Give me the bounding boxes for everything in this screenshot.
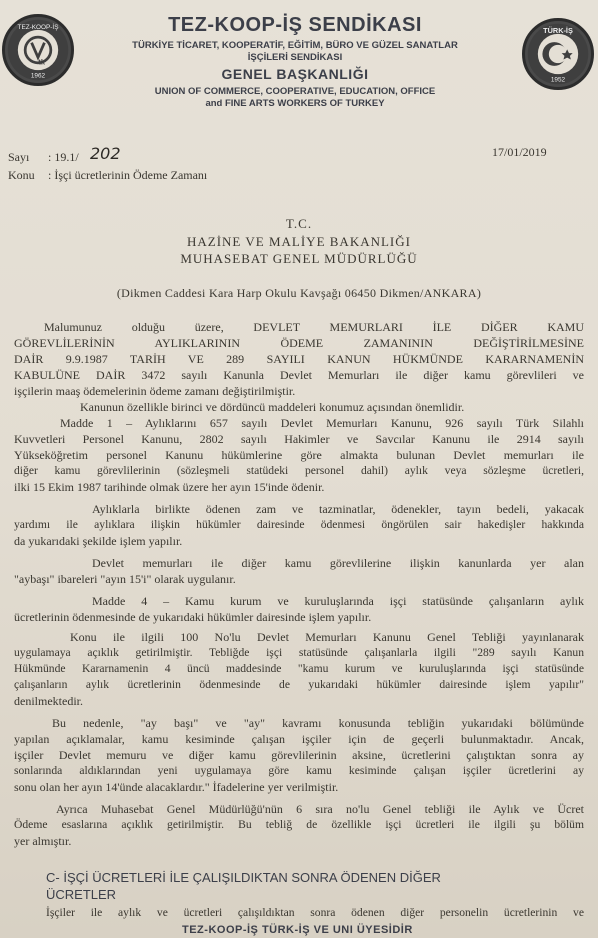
konu-label: Konu <box>8 168 35 182</box>
body-line: Ödeme esaslarına açıklık getirilmiştir. Bu tebliğ de özellikle işçi ücretleri ile ilgili şu bölüm <box>14 818 584 831</box>
body-line: yapılan açıklamalar, kamu kesiminde çalışan işçiler için de geçerli bulunmaktadır. Ancak, <box>14 732 584 746</box>
body-line: yardımı ile aylıklara ilişkin hükümler dairesinde ödenmesi öngörülen sair hakedişler hakkında <box>14 518 584 531</box>
body-line: ücretlerinin ödenmesinde de yukarıdaki hükümler dairesinde işlem yapılır. <box>14 610 372 624</box>
body-line: Kuvvetleri Personel Kanunu, 2802 sayılı Hakimler ve Savcılar Kanunu ile 2914 sayılı <box>14 432 584 446</box>
body-line: denilmektedir. <box>14 694 83 708</box>
turk-is-logo <box>522 18 594 90</box>
union-subtitle-line2: İŞÇİLERİ SENDİKASI <box>247 52 343 63</box>
letter-date: 17/01/2019 <box>492 145 547 159</box>
body-line: uygulamaya açıklık getirilmiştir. Tebliğde işçi statüsünde çalışanlarla ilgili "289 sayılı Kanun <box>14 646 584 659</box>
sayi-handwritten-number: 202 <box>90 144 121 163</box>
section-title-line1: C- İŞÇİ ÜCRETLERİ İLE ÇALIŞILDIKTAN SONRA ÖDENEN DİĞER <box>46 870 441 885</box>
english-name-line2: and FINE ARTS WORKERS OF TURKEY <box>205 98 385 109</box>
left-logo-mark: tk <box>38 57 45 67</box>
body-line: Devlet memurları ile diğer kamu görevlilerine ilişkin kanunlarda yer alan <box>92 556 584 570</box>
recipient-directorate: MUHASEBAT GENEL MÜDÜRLÜĞÜ <box>180 251 418 266</box>
body-line: Yükseköğretim personel Kanunu hükümlerine göre almakta bulunan Devlet memurları ile <box>14 448 584 462</box>
body-line: yer almıştır. <box>14 834 72 848</box>
konu-value: : İşçi ücretlerinin Ödeme Zamanı <box>48 168 208 182</box>
body-line: "aybaşı" ibareleri "ayın 15'i" olarak uygulanır. <box>14 572 236 586</box>
body-line: Ayrıca Muhasebat Genel Müdürlüğü'nün 6 sıra no'lu Genel tebliği ile Aylık ve Ücret <box>56 802 584 816</box>
recipient-address: (Dikmen Caddesi Kara Harp Okulu Kavşağı 06450 Dikmen/ANKARA) <box>116 286 482 300</box>
body-line: ilki 15 Ekim 1987 tarihinde olmak üzere her ayın 15'inde ödenir. <box>14 480 325 494</box>
body-line: KABULÜNE DAİR 3472 sayılı Kanunla Devlet Memurları ile diğer kamu görevlileri ve <box>14 368 584 382</box>
body-line: GÖREVLİLERİNİN AYLIKLARININ ÖDEME ZAMANININ DEĞİŞTİRİLMESİNE <box>14 336 584 350</box>
tez-koop-is-logo <box>2 14 74 86</box>
body-line: Konu ile ilgili 100 No'lu Devlet Memurları Kanunu Genel Tebliği yayınlanarak <box>70 630 584 644</box>
body-line: da yukarıdaki şekilde işlem yapılır. <box>14 534 183 548</box>
section-title-line2: ÜCRETLER <box>46 887 117 902</box>
body-line: Malumunuz olduğu üzere, DEVLET MEMURLARI İLE DİĞER KAMU <box>44 320 584 334</box>
body-line: sonu olan her ayın 14'ünde alacaklardır." İfadelerine yer verilmiştir. <box>14 780 339 794</box>
left-logo-year: 1962 <box>30 72 46 80</box>
english-name-line1: UNION OF COMMERCE, COOPERATIVE, EDUCATION, OFFICE <box>154 86 436 97</box>
section-first-line: İşçiler ile aylık ve ücretleri çalışıldıktan sonra ödenen diğer personelin ücretlerinin ve <box>46 906 584 919</box>
general-office: GENEL BAŞKANLIĞI <box>221 66 369 82</box>
sayi-value: : 19.1/ <box>48 150 79 164</box>
left-logo-text: TEZ-KOOP-İŞ <box>17 23 59 31</box>
body-line: çalışanların aylık ücretlerinin ödenmesinde de yukarıdaki hükümler dairesinde işlem yapılır" <box>14 678 584 691</box>
body-line: DAİR 9.9.1987 TARİH VE 289 SAYILI KANUN HÜKMÜNDE KARARNAMENİN <box>14 352 584 366</box>
right-logo-text: TÜRK-İŞ <box>543 25 573 35</box>
union-subtitle-line1: TÜRKİYE TİCARET, KOOPERATİF, EĞİTİM, BÜRO VE GÜZEL SANATLAR <box>132 40 458 51</box>
body-line: işçilerin maaş ödemelerinin ödeme zamanı değiştirilmiştir. <box>14 384 296 398</box>
footer-membership: TEZ-KOOP-İŞ TÜRK-İŞ VE UNI ÜYESİDİR <box>182 924 413 936</box>
body-line: Aylıklarla birlikte ödenen zam ve tazminatlar, ödenekler, tayın bedeli, yakacak <box>92 502 584 516</box>
body-line: Madde 4 – Kamu kurum ve kuruluşlarında işçi statüsünde çalışanların aylık <box>92 594 584 608</box>
right-logo-year: 1952 <box>550 76 566 84</box>
sayi-label: Sayı <box>8 150 30 164</box>
union-name: TEZ-KOOP-İŞ SENDİKASI <box>168 14 422 36</box>
body-line: Hükmünde Kararnamenin 4 üncü maddesinde "kamu kurum ve kuruluşlarında işçi statüsünde <box>14 662 584 675</box>
body-line: Kanunun özellikle birinci ve dördüncü maddeleri konumuz açısından önemlidir. <box>80 400 465 414</box>
body-line: sonlarında aldıklarından yeni uygulamaya göre kamu kesiminde çalışan işçiler ücretlerini ay <box>14 764 584 777</box>
body-line: Bu nedenle, "ay başı" ve "ay" kavramı konusunda tebliğin yukarıdaki bölümünde <box>52 716 584 730</box>
body-line: Madde 1 – Aylıklarını 657 sayılı Devlet Memurları Kanunu, 926 sayılı Türk Silahlı <box>60 416 584 430</box>
recipient-tc: T.C. <box>285 216 313 231</box>
body-line: işçiler Devlet memuru ve diğer kamu görevlilerinin aksine, ücretlerini çalıştıktan sonra ay <box>14 748 584 762</box>
recipient-ministry: HAZİNE VE MALİYE BAKANLIĞI <box>187 234 411 249</box>
body-line: diğer kamu görevlilerinin (sözleşmeli statüdeki personel dahil) aylık veya sözleşme ücretleri, <box>14 464 584 477</box>
